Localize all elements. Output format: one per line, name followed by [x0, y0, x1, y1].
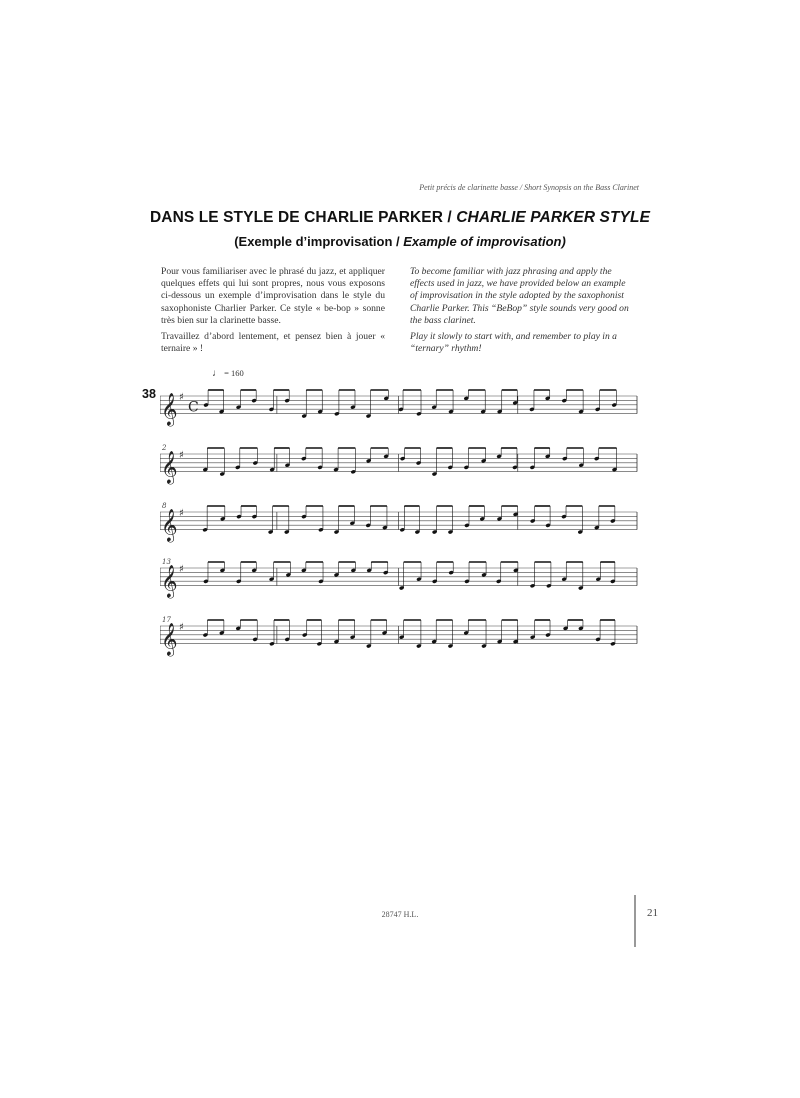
catalog-code: 28747 H.L. — [381, 910, 419, 919]
staff-system — [160, 616, 637, 657]
page-number: 21 — [647, 907, 658, 919]
staff-system — [160, 502, 637, 543]
measure-number: 13 — [162, 558, 171, 566]
title-fr: DANS LE STYLE DE CHARLIE PARKER — [149, 209, 444, 226]
tempo-value: = 160 — [224, 368, 244, 378]
english-paragraph-1: To become familiar with jazz phrasing and apply the effects used in jazz, we have provided below an example of improvisation in the style adopted by the saxophonist Charlie Parker. This “BeBop” style sounds very good on the bass clarinet. — [410, 266, 629, 326]
key-signature-sharp-icon: ♯ — [179, 622, 184, 633]
key-signature-sharp-icon: ♯ — [179, 508, 184, 519]
french-paragraph-1: Pour vous familiariser avec le phrasé du jazz, et appliquer quelques effets qui lui sont propres, nous vous exposons ci-dessous un exemple d’improvisation dans le style du saxophoniste Charlier Parker. Ce style « be-bop » sonne très bien sur la clarinette basse. — [161, 266, 385, 326]
treble-clef-icon: 𝄞 — [161, 622, 178, 656]
english-text-column — [410, 266, 634, 359]
key-signature-sharp-icon: ♯ — [179, 392, 184, 403]
running-head: Petit précis de clarinette basse / Short Synopsis on the Bass Clarinet — [419, 183, 639, 192]
treble-clef-icon: 𝄞 — [161, 450, 178, 484]
page-title — [0, 209, 800, 227]
quarter-note-icon: ♩ — [212, 368, 222, 379]
staff-system — [160, 444, 637, 485]
staff-system — [160, 558, 637, 599]
measure-number: 2 — [162, 444, 167, 452]
score-systems — [160, 390, 637, 657]
treble-clef-icon: 𝄞 — [161, 392, 178, 426]
music-score — [160, 376, 640, 661]
key-signature-sharp-icon: ♯ — [179, 564, 184, 575]
example-number: 38 — [142, 387, 156, 401]
page-subtitle — [0, 234, 800, 249]
title-en: CHARLIE PARKER STYLE — [456, 209, 651, 226]
english-paragraph-2: Play it slowly to start with, and remember to play in a “ternary” rhythm! — [410, 331, 617, 355]
staff-system — [160, 390, 637, 427]
subtitle-separator: / — [392, 234, 404, 249]
page-margin-rule — [634, 895, 636, 947]
title-separator: / — [443, 209, 457, 226]
subtitle-fr: (Exemple d’improvisation — [234, 234, 393, 249]
time-signature: C — [188, 399, 199, 416]
french-paragraph-2: Travaillez d’abord lentement, et pensez bien à jouer « ternaire » ! — [161, 331, 385, 355]
subtitle-en: Example of improvisation) — [403, 234, 566, 249]
treble-clef-icon: 𝄞 — [161, 508, 178, 542]
measure-number: 8 — [162, 502, 167, 510]
treble-clef-icon: 𝄞 — [161, 564, 178, 598]
french-text-column — [161, 266, 385, 359]
key-signature-sharp-icon: ♯ — [179, 450, 184, 461]
measure-number: 17 — [162, 616, 171, 624]
